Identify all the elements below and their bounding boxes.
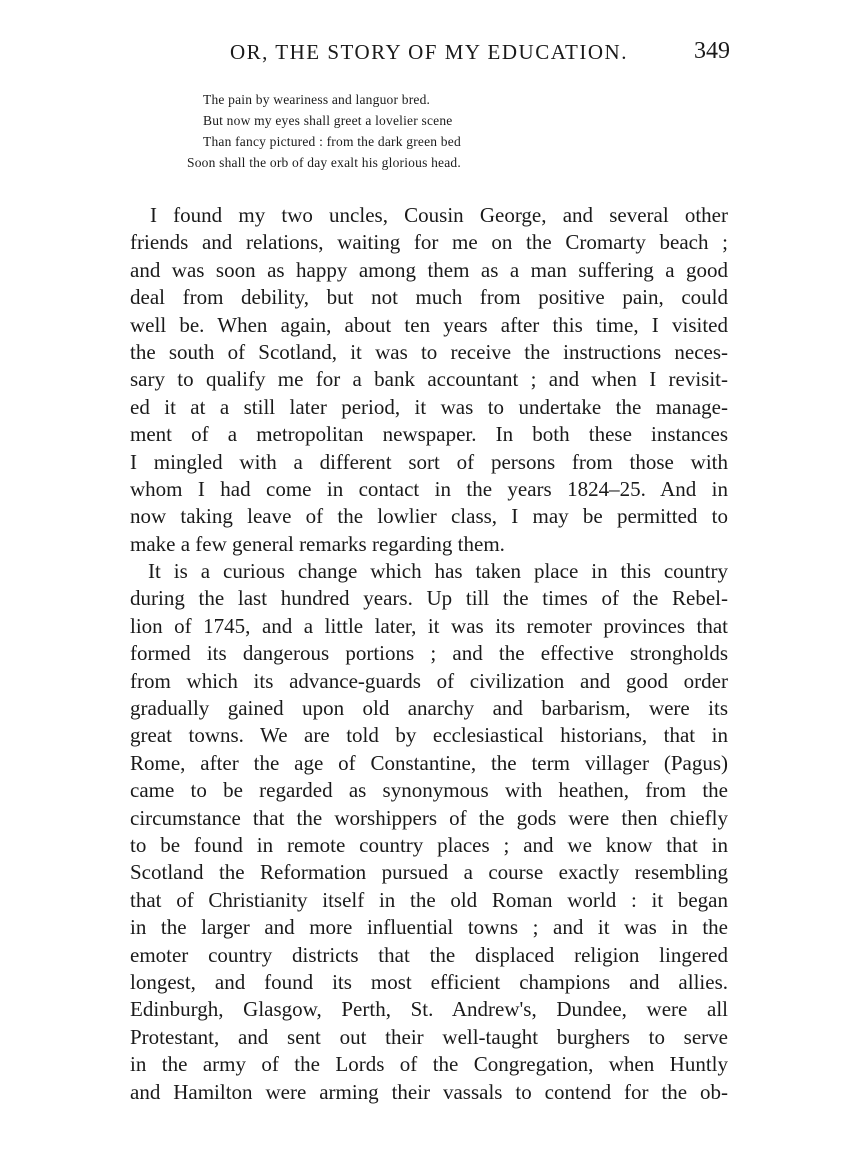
poem-line: Than fancy pictured : from the dark green bed xyxy=(203,134,461,149)
running-head xyxy=(130,40,730,70)
text-line: Edinburgh, Glasgow, Perth, St. Andrew's, Dundee, were all xyxy=(130,997,728,1022)
text-line: from which its advance-guards of civilization and good order xyxy=(130,668,728,693)
poem-line: But now my eyes shall greet a lovelier scene xyxy=(203,113,453,128)
text-line: now taking leave of the lowlier class, I may be permitted to xyxy=(130,504,728,529)
text-line: Protestant, and sent out their well-taught burghers to serve xyxy=(130,1024,728,1049)
text-line: I mingled with a different sort of persons from those with xyxy=(130,449,728,474)
text-line: It is a curious change which has taken place in this country xyxy=(148,559,728,584)
text-line: I found my two uncles, Cousin George, and several other xyxy=(150,203,728,227)
page-number: 349 xyxy=(694,38,730,64)
text-line: lion of 1745, and a little later, it was its remoter provinces that xyxy=(130,613,728,638)
text-line: circumstance that the worshippers of the gods were then chiefly xyxy=(130,805,728,830)
text-line: and Hamilton were arming their vassals to contend for the ob- xyxy=(130,1079,728,1104)
poem-line: The pain by weariness and languor bred. xyxy=(203,92,431,107)
text-line: gradually gained upon old anarchy and barbarism, were its xyxy=(130,696,728,721)
text-line: in the army of the Lords of the Congregation, when Huntly xyxy=(130,1052,728,1077)
text-line: that of Christianity itself in the old Roman world : it began xyxy=(130,887,728,912)
text-line: deal from debility, but not much from positive pain, could xyxy=(130,285,728,310)
text-line: emoter country districts that the displaced religion lingered xyxy=(130,942,728,967)
text-line: formed its dangerous portions ; and the effective strongholds xyxy=(130,641,728,666)
running-title: OR, THE STORY OF MY EDUCATION. xyxy=(230,40,628,64)
text-line: ment of a metropolitan newspaper. In both these instances xyxy=(130,422,728,447)
text-line: came to be regarded as synonymous with heathen, from the xyxy=(130,778,728,803)
text-line: sary to qualify me for a bank accountant ; and when I revisit- xyxy=(130,367,728,392)
body-text xyxy=(130,202,728,1106)
text-line: to be found in remote country places ; and we know that in xyxy=(130,832,728,857)
text-line: ed it at a still later period, it was to undertake the manage- xyxy=(130,394,728,419)
text-line: Scotland the Reformation pursued a course exactly resembling xyxy=(130,860,728,885)
text-line: whom I had come in contact in the years 1824–25. And in xyxy=(130,476,728,501)
text-line: longest, and found its most efficient champions and allies. xyxy=(130,969,728,994)
text-line: Rome, after the age of Constantine, the term villager (Pagus) xyxy=(130,750,728,775)
text-line: great towns. We are told by ecclesiastical historians, that in xyxy=(130,723,728,748)
text-line: well be. When again, about ten years after this time, I visited xyxy=(130,312,728,337)
text-line: make a few general remarks regarding them. xyxy=(130,531,505,556)
poem-line: Soon shall the orb of day exalt his glorious head. xyxy=(187,155,461,170)
text-line: in the larger and more influential towns ; and it was in the xyxy=(130,915,728,940)
text-line: the south of Scotland, it was to receive the instructions neces- xyxy=(130,339,728,364)
text-line: during the last hundred years. Up till the times of the Rebel- xyxy=(130,586,728,611)
text-line: friends and relations, waiting for me on the Cromarty beach ; xyxy=(130,230,728,255)
text-line: and was soon as happy among them as a man suffering a good xyxy=(130,257,728,282)
